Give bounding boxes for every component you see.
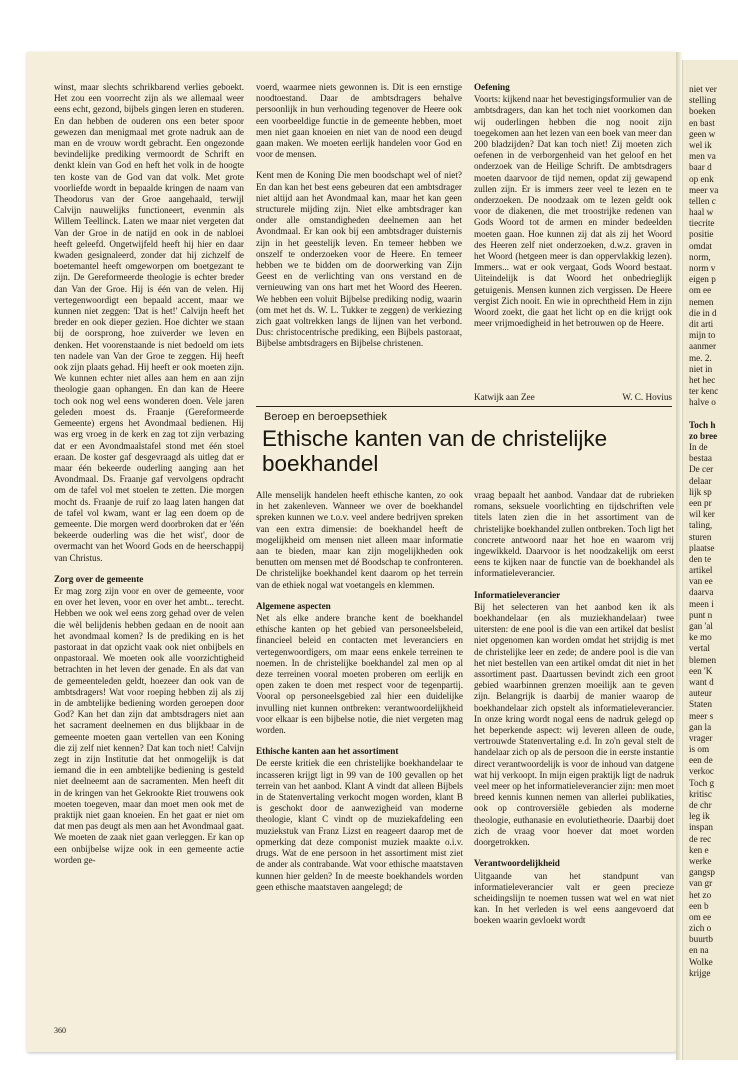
next-page-fragment: tiecrite xyxy=(689,218,715,229)
next-page-fragment: haal w xyxy=(689,207,714,218)
next-page-fragment: nemen xyxy=(689,296,714,307)
next-page-fragment: me. 2. xyxy=(689,352,712,363)
next-page-fragment xyxy=(689,408,738,419)
next-page-fragment: artikel xyxy=(689,565,713,576)
next-page-fragment: halve o xyxy=(689,397,716,408)
author-name: W. C. Hovius xyxy=(622,392,672,402)
next-page-fragment: sturen xyxy=(689,531,712,542)
next-page-fragment: gangsp xyxy=(689,867,716,878)
article-title: Ethische kanten van de christelijke boekhandel xyxy=(262,426,608,476)
next-page-fragment: In de xyxy=(689,442,708,452)
next-page-edge xyxy=(682,60,738,1060)
next-page-fragment: Wolke xyxy=(689,956,713,967)
col5-heading-1: Informatieleverancier xyxy=(474,589,561,600)
next-page-fragment: het zo xyxy=(689,889,712,900)
next-page-fragment: een 'K xyxy=(689,665,713,676)
next-page-fragment: norm v xyxy=(689,263,716,273)
col4-heading-2: Ethische kanten aan het assortiment xyxy=(256,746,399,757)
next-page-fragment: buurtb xyxy=(689,934,713,945)
next-page-fragment: gan la xyxy=(689,721,712,732)
next-page-fragment: en na xyxy=(689,945,709,956)
col4-intro: Alle menselijk handelen heeft ethische kanten, zo ook in het zakenleven. Wanneer we over de boekhandel spreken kunnen we t.o.v. veel andere bedrijven spreken van een extra dimensie: de boekhandel heeft de mogelijkheid om mensen niet alleen maar informatie aan te bieden, maar kan zijn mogelijkheden ook benutten om mensen met dé Boodschap te confronteren. De christelijke boekhandel kent daarom op het terrein van de ethiek nogal wat voetangels en klemmen. xyxy=(256,490,463,590)
next-page-fragment: een de xyxy=(689,755,713,766)
col4-paragraph-1: Net als elke andere branche kent de boekhandel ethische kanten op het gebied van personeelsbeleid, financieel beleid en contacten met leveranciers en vertegenwoordigers, om maar eens enkele terreinen te noemen. In de christelijke boekhandel zal men op al deze terreinen vooral moeten proberen om eerlijk en open zaken te doen met respect voor de tegenpartij. Vooral op personeelsgebied zal hier een duidelijke invulling niet kunnen ontbreken: verantwoordelijkheid voor elkaar is een bijbelse notie, die niet vergeten mag worden. xyxy=(256,613,463,736)
next-page-fragment: auteur xyxy=(689,688,712,699)
next-page-fragment: meer s xyxy=(689,710,714,721)
next-page-fragment: norm, xyxy=(689,251,711,262)
next-page-fragment: Toch g xyxy=(689,777,715,788)
next-page-fragment: om ee xyxy=(689,285,712,296)
next-page-fragment: vrager xyxy=(689,732,713,743)
next-page-fragment: is om xyxy=(689,744,710,755)
next-page-fragment: ken e xyxy=(689,844,709,855)
column-4 xyxy=(256,490,463,1010)
next-page-fragment: een b xyxy=(689,900,709,911)
next-page-fragment: eigen p xyxy=(689,274,716,285)
next-page-fragment: boeken xyxy=(689,106,716,117)
next-page-fragment: ter kenc xyxy=(689,386,719,397)
next-page-fragment: Staten xyxy=(689,699,712,710)
next-page-fragment: den te xyxy=(689,553,712,564)
col5-heading-2: Verantwoordelijkheid xyxy=(474,858,560,869)
next-page-fragment: men va xyxy=(689,151,716,162)
next-page-fragment: zich o xyxy=(689,923,712,934)
next-page-fragment: vertal xyxy=(689,643,710,654)
next-page-fragment: daarva xyxy=(689,587,714,598)
next-page-fragment: verkoc xyxy=(689,766,714,777)
next-page-fragment: Toch h xyxy=(689,419,716,430)
next-page-fragment: positie xyxy=(689,229,714,240)
next-page-fragment: die in d xyxy=(689,307,717,318)
col1-paragraph: winst, maar slechts schrikbarend verlies geboekt. Het zou een voorrecht zijn als we allemaal weer eens echt, gezond, bijbels gingen leren en studeren. En dan hebben de ouderen ons een beter spoor gewezen dan menigmaal met grote nadruk aan de man en de vrouw wordt gebracht. Een ongezonde bevindelijke prediking vermoordt de Schrift en denkt klein van God en heft het volk in de hoogte ten koste van de God van dat volk. Met grote voorliefde wordt in bepaalde kringen de naam van Theodorus van der Groe aangehaald, terwijl Calvijn nauwelijks functioneert, evenmin als Willem Teellinck. Laten we maar niet vergeten dat Van der Groe in de natijd en ook in de nabloei heeft geleefd. Ongetwijfeld heeft hij hier en daar kwaden gesignaleerd, zonder dat hij zichzelf de boetemantel heeft omgeworpen om boetgezant te zijn. De Gereformeerde theologie is echter breder dan Van der Groe. Hij is één van de velen. Hij vertegenwoordigt een bepaald accent, maar we kunnen niet zeggen: 'Dat is het!' Calvijn heeft het breder en ook dieper gezien. Hoe dichter we staan bij de oorsprong, hoe zuiverder we leven en denken. Het voorenstaande is niet bedoeld om iets ten nadele van Van der Groe te zeggen. Hij heeft ook zijn plaats gehad. Hij heeft er ook moeten zijn. We kunnen echter niet alles aan hem en aan zijn theologie gaan ophangen. En dan kan de Heere toch ook nog wel eens wonderen doen. Vele jaren geleden moest ds. Fraanje (Gereformeerde Gemeente) ergens het Avondmaal bedienen. Hij was erg vroeg in de kerk en zag tot zijn verbazing dat er een Avondmaalstafel stond met één stoel eraan. De koster gaf desgevraagd als uitleg dat er maar één bekeerde ouderling aanging aan het Avondmaal. Ds. Fraanje gaf vervolgens opdracht om de tafel vol met stoelen te zetten. Die morgen mocht ds. Fraanje de ruif zo laag laten hangen dat de tafel vol kwam, want er lag een doem op de gemeente. Die morgen werd doorbroken dat er 'één bekeerde ouderling was die het wist', door de overmacht van het Woord Gods en de heerschappij van Christus. xyxy=(54,82,244,563)
next-page-text xyxy=(689,84,738,979)
next-page-fragment: aanmer xyxy=(689,341,717,352)
column-1 xyxy=(54,82,244,1022)
next-page-fragment: zo bree xyxy=(689,430,718,441)
next-page-fragment: punt n xyxy=(689,609,713,620)
next-page-fragment: omdat xyxy=(689,240,712,251)
col5-paragraph-1: vraag bepaalt het aanbod. Vandaar dat de rubrieken romans, seksuele voorlichting en tijdschriften vele titels laten zien die in het assortiment van de christelijke boekhandel zullen ontbreken. Toch ligt het concrete antwoord naar het hoe en waarom vrij ingewikkeld. Daarvoor is het noodzakelijk om eerst eens te kijken naar de functie van de boekhandel als informatieleverancier. xyxy=(474,490,674,579)
page-number: 360 xyxy=(54,1026,66,1035)
next-page-fragment: meer va xyxy=(689,184,719,195)
next-page-fragment: leg ik xyxy=(689,811,710,822)
next-page-fragment: lijk sp xyxy=(689,486,712,497)
next-page-fragment: om ee xyxy=(689,911,712,922)
next-page-fragment: niet ver xyxy=(689,84,717,94)
col3-paragraph: Voorts: kijkend naar het bevestigingsformulier van de ambtsdragers, dan kan het toch niet voorkomen dan wij ouderlingen hebben die nog nooit zijn toegekomen aan het lezen van een boek van meer dan 200 bladzijden? Dat kan toch niet! Zij moeten zich oefenen in de verborgenheid van het geloof en het onderzoek van de Heilige Schrift. De ambtsdragers moeten daarvoor de tijd nemen, opdat zij gewapend zullen zijn. Er is immers zeer veel te lezen en te onderzoeken. De noodzaak om te lezen geldt ook voor de diakenen, die met troostrijke redenen van Gods Woord tot de armen en minder bedeelden moeten gaan. Hoe kunnen zij dat als zij het Woord des Heeren zelf niet onderzoeken, d.w.z. graven in het Woord (hetgeen meer is dan oppervlakkig lezen). Immers... wat er ook vergaat, Gods Woord bestaat. Uiteindelijk is dat Woord het onbedrieglijk getuigenis. Mensen kunnen zich vergissen. De Heere vergist Zich nooit. En wie in oprechtheid Hem in zijn Woord zoekt, die gaat het licht op en die krijgt ook meer vrijmoedigheid in het betrouwen op de Heere. xyxy=(474,94,672,329)
next-page-fragment: wil ker xyxy=(689,509,715,520)
next-page-fragment: ke mo xyxy=(689,632,712,643)
next-page-fragment: wel ik xyxy=(689,139,712,150)
next-page-fragment: kritisc xyxy=(689,788,712,799)
next-page-fragment: het hec xyxy=(689,374,716,385)
next-page-fragment: niet in xyxy=(689,363,713,374)
next-page-fragment: stelling xyxy=(689,95,717,106)
next-page-fragment: tellen c xyxy=(689,195,716,206)
col5-paragraph-3: Uitgaande van het standpunt van informatieleverancier valt er geen precieze scheidingslijn te noemen tussen wat wel en wat niet kan. In het verleden is wel eens aangevoerd dat boeken waarin gevloekt wordt xyxy=(474,870,674,926)
col4-paragraph-2: De eerste kritiek die een christelijke boekhandelaar te incasseren krijgt ligt in 99 van de 100 gevallen op het terrein van het aanbod. Klant A vindt dat alleen Bijbels in de Statenvertaling verkocht mogen worden, klant B is geschokt door de aanwezigheid van moderne theologie, klant C vindt op de muziekafdeling een muziekstuk van Franz Lizst en reageert daarop met de opmerking dat deze componist muziek maakte o.i.v. drugs. Wat de ene persoon in het assortiment mist ziet de ander als contrabande. Wat voor ethische maatstaven kunnen hier gelden? In de meeste boekhandels worden geen ethische maatstaven aangelegd; de xyxy=(256,758,463,892)
next-page-fragment: De cer xyxy=(689,464,714,475)
col3-heading: Oefening xyxy=(474,82,510,92)
next-page-fragment: meen i xyxy=(689,598,714,609)
next-page-fragment: op enk xyxy=(689,173,714,184)
author-signature xyxy=(474,392,672,402)
next-page-fragment: van gr xyxy=(689,878,713,889)
next-page-fragment: baar d xyxy=(689,162,712,173)
next-page-fragment: taling, xyxy=(689,520,713,531)
next-page-fragment: plaatse xyxy=(689,542,715,553)
next-page-fragment: delaar xyxy=(689,475,712,486)
col1-heading: Zorg over de gemeente xyxy=(54,573,144,584)
next-page-fragment: gan 'al xyxy=(689,621,713,631)
col2-paragraph-1: voerd, waarmee niets gewonnen is. Dit is een ernstige noodtoestand. Daar de ambtsdragers behalve persoonlijk in hun verhouding tegenover de Heere ook een voorbeeldige functie in de gemeente hebben, moet men niet gaan knoeien en niet van de nood een deugd gaan maken. We moeten eerlijk handelen voor God en voor de mensen. xyxy=(256,82,462,160)
next-page-fragment: geen w xyxy=(689,128,716,139)
col2-paragraph-2: Kent men de Koning Die men boodschapt wel of niet? En dan kan het best eens gebeuren dat een ambtsdrager niet altijd aan het Avondmaal kan, maar het kan geen structurele mijding zijn. Niet elke ambtsdrager kan onder alle omstandigheden deelnemen aan het Avondmaal. Er kan ook bij een ambtsdrager duisternis zijn in het geestelijk leven. En temeer hebben we onszelf te onderzoeken voor de Heere. En temeer hebben we te bidden om de doorwerking van Zijn Geest en de verlichting van ons verstand en de vernieuwing van ons hart met het Woord des Heeren. We hebben een voluit Bijbelse prediking nodig, waarin (om met het ds. W. L. Tukker te zeggen) de verkiezing zich gaat voltrekken langs de lijnen van het verbond. Dus: christocentrische prediking, een Bijbels pastoraat, Bijbelse ambtsdragers en Bijbelse christenen. xyxy=(256,170,462,349)
next-page-fragment: werke xyxy=(689,855,712,866)
next-page-fragment: en bast xyxy=(689,117,715,128)
next-page-fragment: van ee xyxy=(689,576,713,587)
next-page-fragment: blemen xyxy=(689,654,717,665)
next-page-fragment: want d xyxy=(689,676,714,687)
col4-heading-1: Algemene aspecten xyxy=(256,600,331,611)
section-rule xyxy=(256,406,672,407)
next-page-fragment: de rec xyxy=(689,833,712,844)
next-page-fragment: inspan xyxy=(689,822,713,833)
col5-paragraph-2: Bij het selecteren van het aanbod ken ik als boekhandelaar (en als muziekhandelaar) twee uitersten: de ene pool is die van een artikel dat beslist niet opgenomen kan worden omdat het strijdig is met de christelijke leer en zede; de andere pool is die van het niet bestellen van een artikel omdat dit niet in het assortiment past. Daartussen bevindt zich een groot gebied waarbinnen grenzen moeilijk aan te geven zijn. Belangrijk is daarbij de manier waarop de boekhandelaar zich opstelt als informatieleverancier. In onze kring wordt nogal eens de nadruk gelegd op het beperkende aspect: wij leveren alleen de oude, vertrouwde Statenvertaling e.d. In zo'n geval stelt de handelaar zich op als de persoon die in eerste instantie direct verantwoordelijk is voor de inhoud van datgene wat hij verkoopt. In mijn eigen praktijk ligt de nadruk veel meer op het informatieleverancier zijn: men moet breed kennis kunnen nemen van allerlei publikaties, ook op controversiële gebieden als moderne theologie, euthanasie en evolutietheorie. Daarbij doet zich de vraag voor hoever dat moet worden doorgetrokken. xyxy=(474,601,674,848)
col1-paragraph-2: Er mag zorg zijn voor en over de gemeente, voor en over het leven, voor en over het ambt... terecht. Hebben we ook wel eens zorg gehad over de velen die wèl belijdenis hebben gedaan en de nooit aan het avondmaal komen? Is de prediking en is het pastoraat in dat opzicht vaak ook niet onbijbels en onpastoraal. We moeten ook alle voorzichtigheid betrachten in het leven der genade. En als dat van de gemeenteleden geldt, hoezeer dan ook van de ambtsdragers! Wat voor roeping hebben zij als zij in de ambtelijke bediening worden geroepen door God? Kan het dan zijn dat ambtsdragers niet aan het sacrament deelnemen en dus blijkbaar in de gemeente moeten gaan vertellen van een Koning die zij zelf niet kennen? Dat kan toch niet! Calvijn zegt in zijn Institutie dat het onmogelijk is dat iemand die in een ambtelijke bediening is gesteld niet deelneemt aan de sacramenten. Men heeft dit in de kringen van het Gekrookte Riet trouwens ook moeten toegeven, maar dan moet men ook met de praktijk niet gaan knoeien. En het gaat er niet om dat men pas deugt als men aan het Avondmaal gaat. We moeten de zaak niet gaan verleggen. Er kan op een onbijbelse wijze ook in een gemeente actie worden ge- xyxy=(54,585,244,865)
next-page-fragment: bestaa xyxy=(689,453,712,464)
next-page-fragment: dit arti xyxy=(689,318,714,329)
next-page-fragment: een pr xyxy=(689,497,712,508)
column-2 xyxy=(256,82,462,382)
section-label: Beroep en beroepsethiek xyxy=(264,411,387,423)
next-page-fragment: de chr xyxy=(689,800,712,810)
author-place: Katwijk aan Zee xyxy=(474,392,535,402)
column-3 xyxy=(474,82,672,382)
next-page-fragment: mijn to xyxy=(689,330,716,341)
next-page-fragment: krijge xyxy=(689,967,711,978)
column-5 xyxy=(474,490,674,1010)
